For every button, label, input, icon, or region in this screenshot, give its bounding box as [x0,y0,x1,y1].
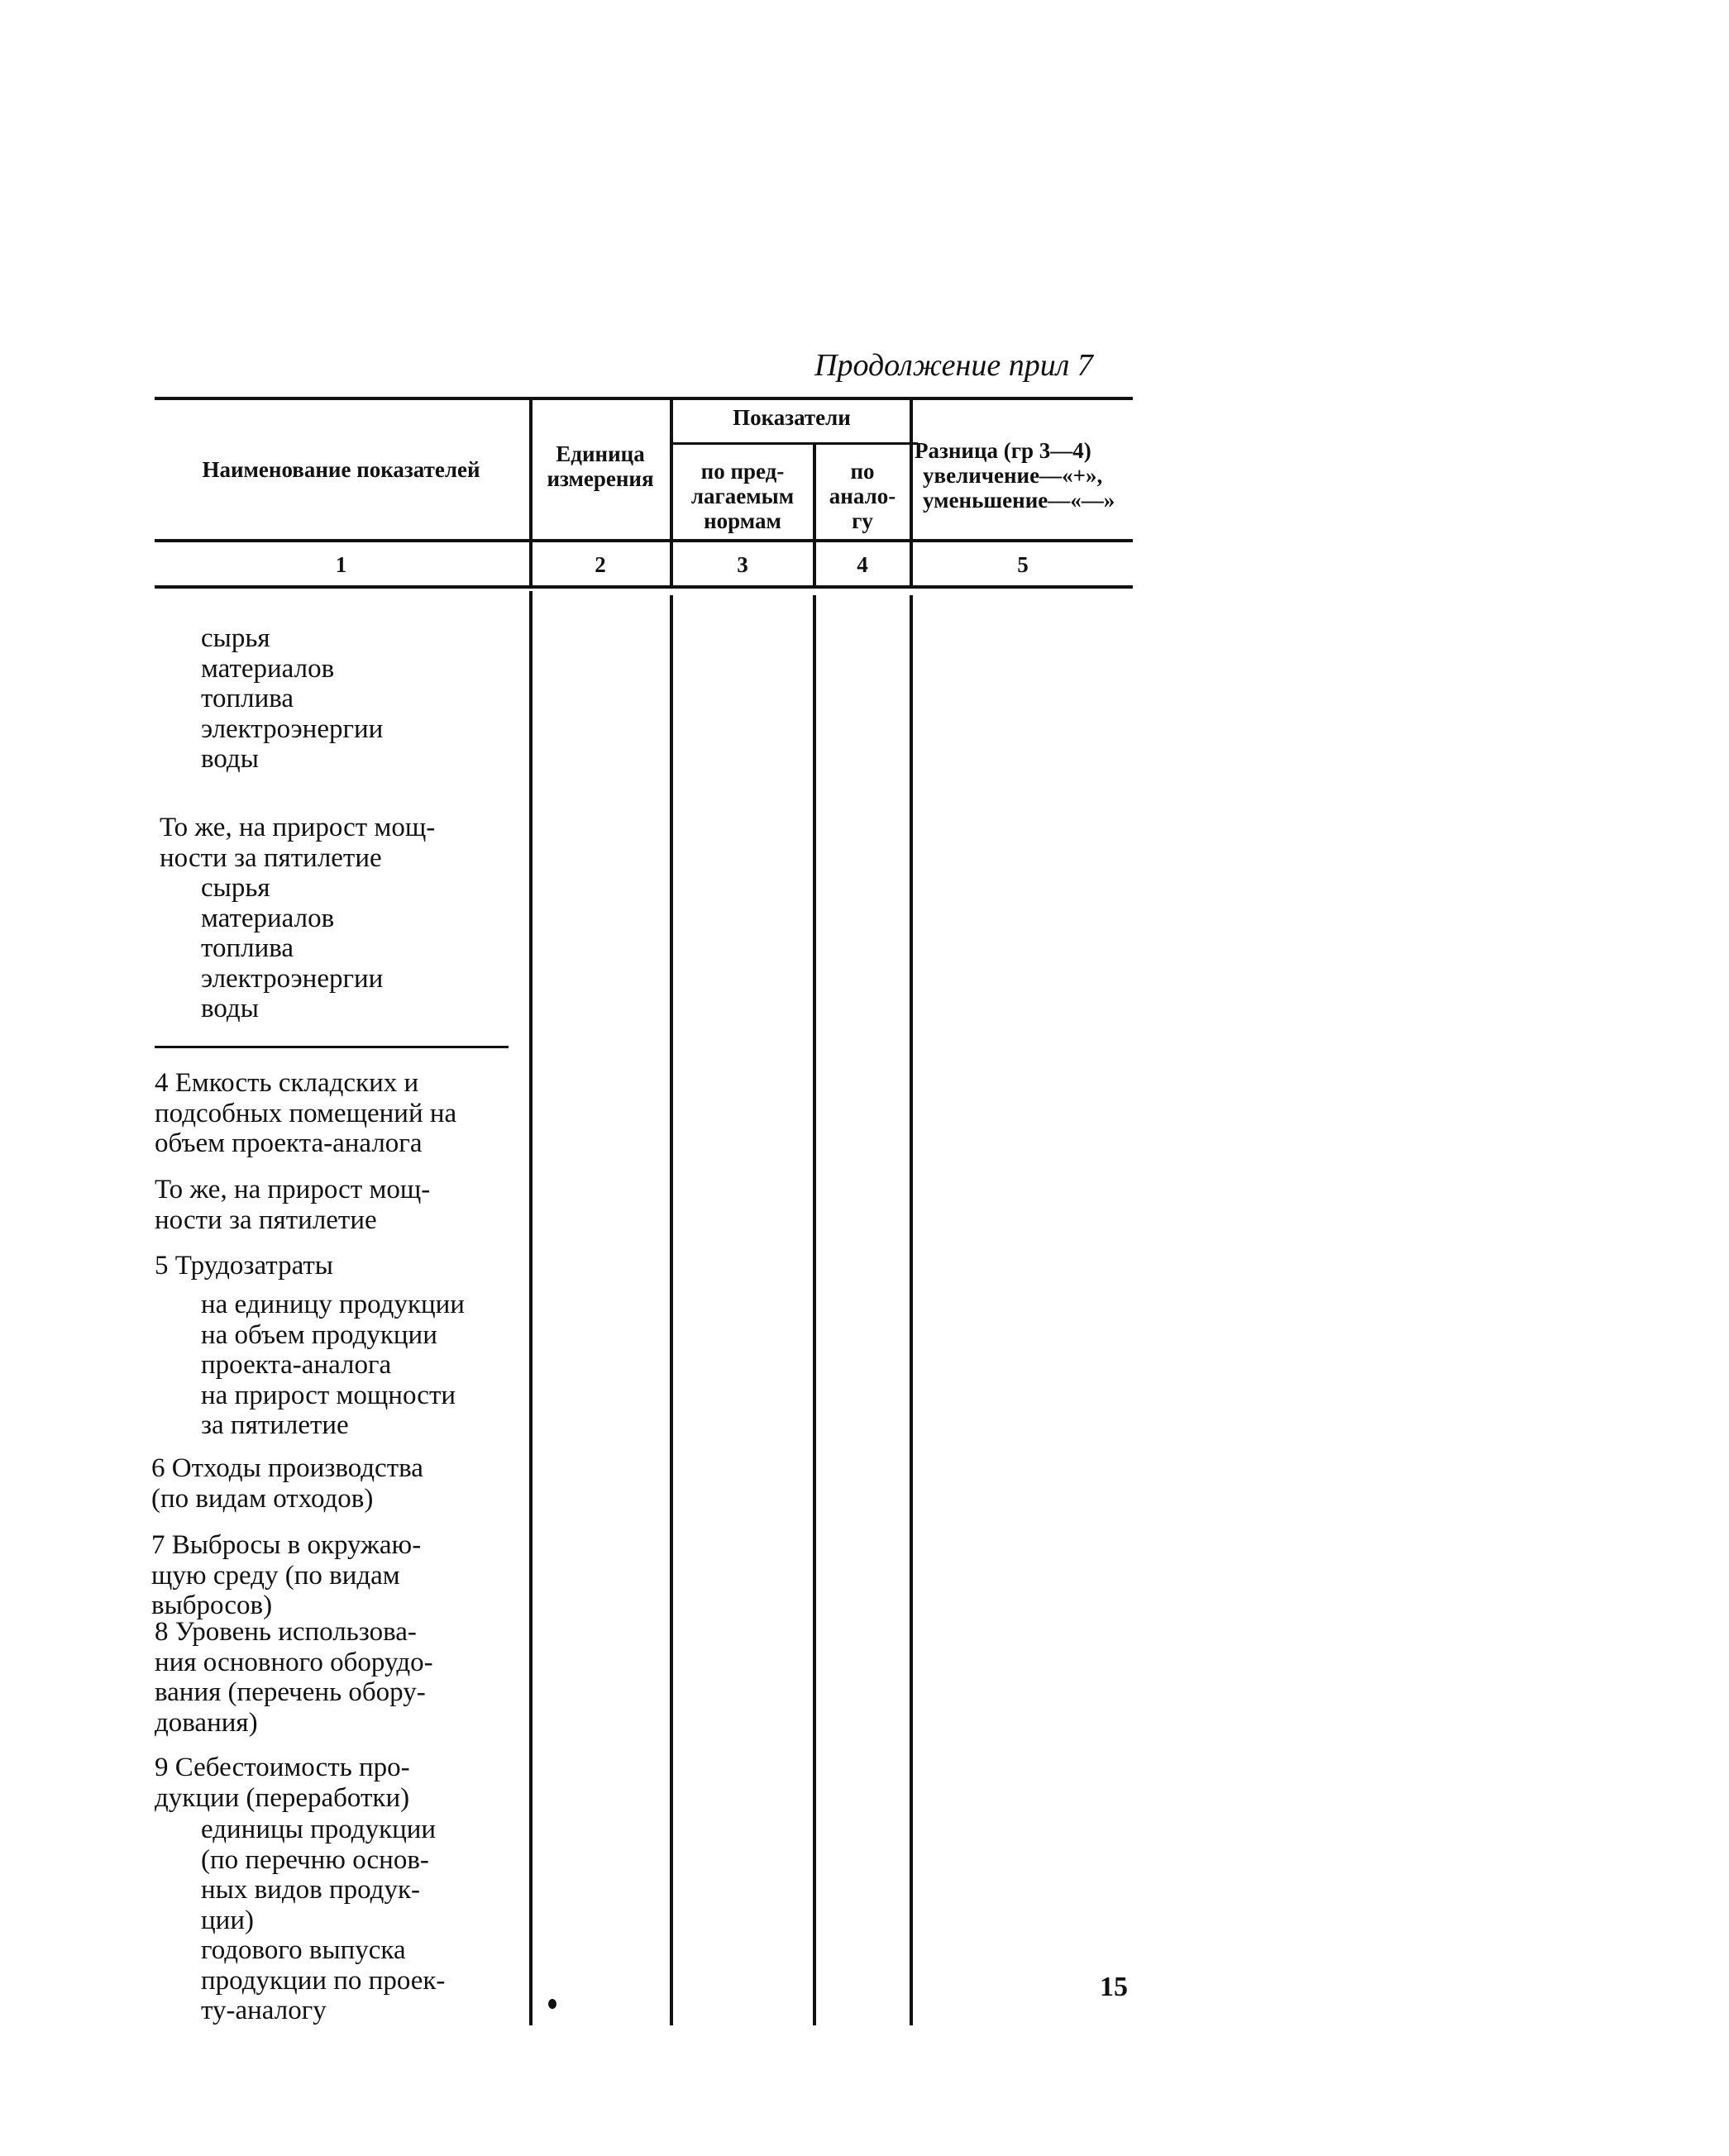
row-text: за пятилетие [201,1410,349,1440]
row-text: вания (перечень обору- [155,1677,426,1707]
column-rule-1-2-body [529,591,533,2025]
row-text: единицы продукции [201,1815,437,1844]
header-line: нормам [704,508,781,533]
row-text: на прирост мощности [201,1380,456,1410]
header-line: измерения [547,466,654,491]
row-text: ности за пятилетие [155,1204,377,1235]
row-text: дования) [155,1707,258,1738]
row-item-9 [155,1753,410,1813]
row-text: (по видам отходов) [151,1483,374,1514]
page-title: Продолжение прил 7 [814,348,1093,383]
row-text: проекта-аналога [201,1350,392,1380]
row-text: 8 Уровень использова- [155,1617,417,1647]
row-text: (по перечню основ- [201,1844,429,1875]
row-item-9-details [201,1815,445,2026]
column-number: 2 [595,552,606,577]
row-text: на единицу продукции [201,1290,465,1319]
column-number: 1 [335,552,347,577]
column-header-difference [915,438,1131,513]
list-item: электроэнергии [201,963,384,994]
row-item-5-title: 5 Трудозатраты [155,1251,333,1281]
column-header-proposed [674,459,811,533]
header-line: по пред- [700,459,785,484]
header-line: уменьшение—«—» [923,488,1115,513]
list-item: топлива [201,684,294,713]
column-number: 4 [857,552,868,577]
column-number: 3 [737,552,748,577]
list-item: материалов [201,653,335,684]
page-number: 15 [1100,1972,1128,2002]
list-item: воды [201,994,259,1023]
row-text: 4 Емкость складских и [155,1068,419,1098]
bullet-mark-icon [548,1999,556,2009]
section-divider [155,1046,509,1048]
group-header-rule [670,442,918,445]
header-line: анало- [829,484,896,508]
row-text: выбросов) [151,1591,273,1620]
column-numbers-rule [155,585,1133,589]
header-line: увеличение—«+», [923,463,1103,488]
header-line: Разница (гр 3—4) [915,438,1091,463]
row-text: ных видов продук- [201,1875,420,1905]
list-item: воды [201,744,259,774]
row-text: щую среду (по видам [151,1560,400,1591]
row-text: 6 Отходы производства [151,1453,423,1483]
row-text: на объем продукции [201,1319,437,1350]
row-item-4 [155,1068,456,1159]
column-header-analog [817,459,908,533]
row-item-8 [155,1617,433,1738]
increment-row-2 [155,1175,430,1235]
row-text: ния основного оборудо- [155,1647,433,1677]
header-line: гу [852,508,873,533]
column-rule-4-5-header [910,397,913,587]
row-text: продукции по проек- [201,1965,446,1996]
row-text: дукции (переработки) [155,1782,410,1813]
row-item-5-details [201,1290,465,1441]
column-rule-4-5-body [910,595,913,2025]
header-line: Единица [556,441,645,466]
list-item: топлива [201,933,294,963]
row-text: годового выпуска [201,1935,406,1965]
column-header-unit [533,441,667,491]
header-line: лагаемым [690,484,795,508]
list-item: сырья [201,623,270,653]
row-text: ции) [201,1905,254,1935]
list-item: сырья [201,873,270,903]
column-rule-1-2-header [529,397,533,587]
row-item-7 [151,1530,421,1621]
header-line: по [850,459,875,484]
row-item-6 [151,1453,423,1514]
list-item: электроэнергии [201,713,384,744]
row-text: 9 Себестоимость про- [155,1753,410,1782]
column-rule-3-4-header [813,442,816,587]
list-item: материалов [201,903,335,933]
row-text: ности за пятилетие [160,842,382,873]
row-text: 7 Выбросы в окружаю- [151,1530,422,1560]
increment-row-1 [160,813,511,873]
resource-list-2 [201,873,383,1024]
row-text: То же, на прирост мощ- [160,813,436,842]
column-rule-2-3-header [670,397,673,587]
table-top-rule [155,397,1133,400]
column-number: 5 [1017,552,1029,577]
row-text: объем проекта-аналога [155,1128,423,1158]
column-group-header: Показатели [733,405,851,430]
column-rule-3-4-body [813,595,816,2025]
header-bottom-rule [155,539,1133,542]
row-text: То же, на прирост мощ- [155,1175,431,1204]
resource-list-1 [201,623,383,775]
row-text: подсобных помещений на [155,1098,457,1128]
column-header-name: Наименование показателей [202,457,480,482]
column-rule-2-3-body [670,595,673,2025]
row-text: ту-аналогу [201,1996,327,2025]
